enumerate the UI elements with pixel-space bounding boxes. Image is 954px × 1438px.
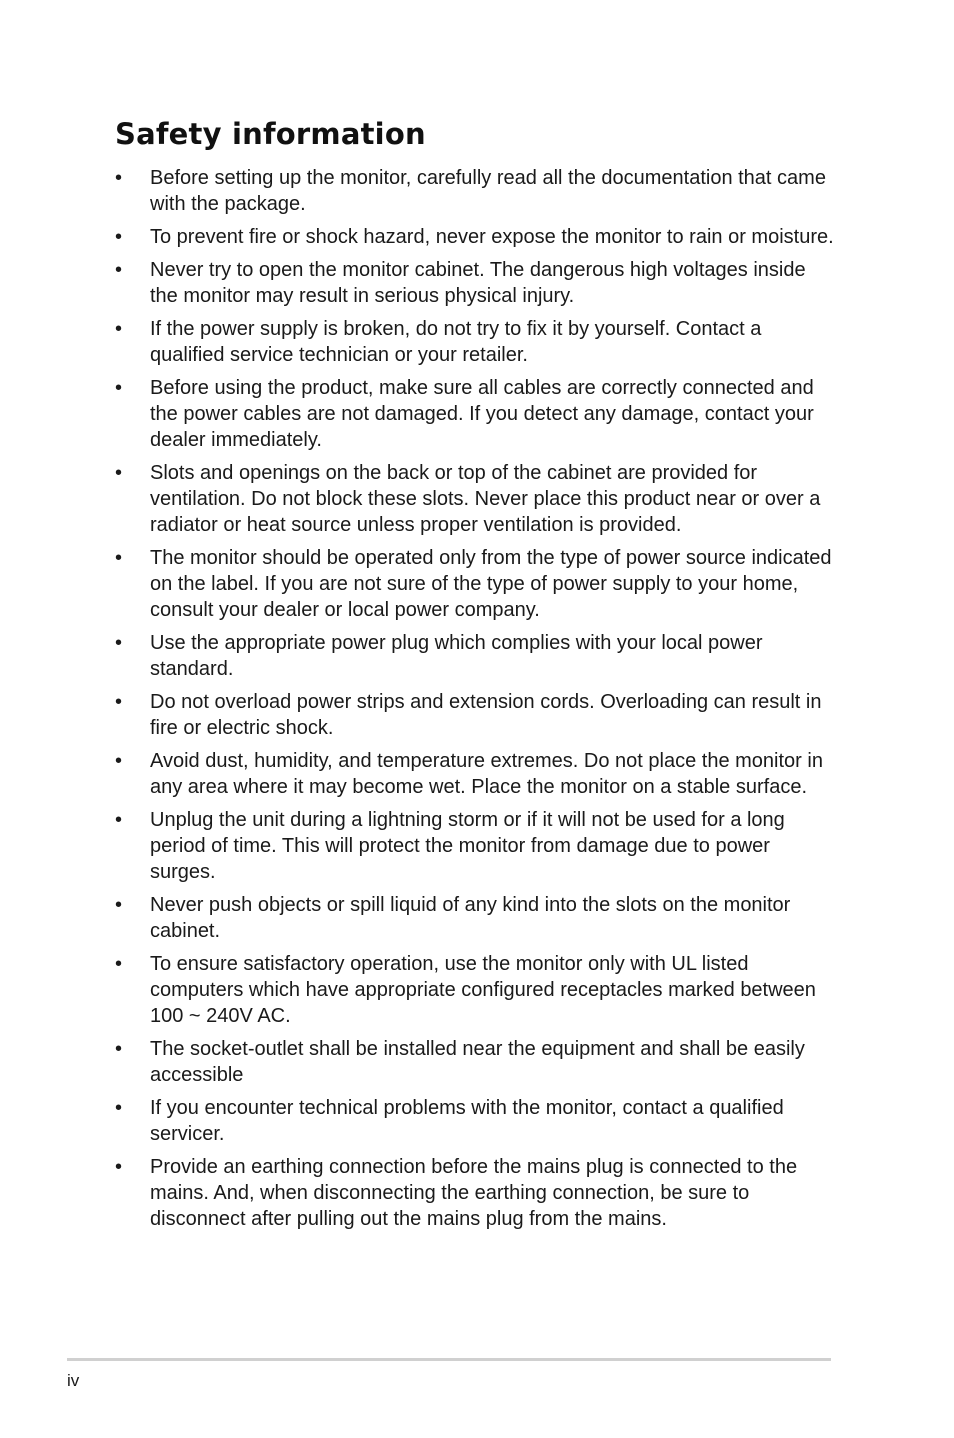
list-item [115,951,835,1029]
list-item-text: Avoid dust, humidity, and temperature extremes. Do not place the monitor in any area where it may become wet. Place the monitor on a stable surface. [150,750,823,798]
list-item [115,1095,835,1147]
bullet-icon: • [115,318,123,340]
list-item [115,375,835,453]
list-item-text: Do not overload power strips and extension cords. Overloading can result in fire or electric shock. [150,691,822,739]
list-item [115,224,835,250]
list-item [115,545,835,623]
list-item-text: Provide an earthing connection before the mains plug is connected to the mains. And, when disconnecting the earthing connection, be sure to disconnect after pulling out the mains plug from the mains. [150,1156,798,1230]
list-item-text: If the power supply is broken, do not try to fix it by yourself. Contact a qualified service technician or your retailer. [150,318,762,366]
list-item-text: Use the appropriate power plug which complies with your local power standard. [150,632,763,680]
list-item-text: If you encounter technical problems with the monitor, contact a qualified servicer. [150,1097,784,1145]
bullet-icon: • [115,953,123,975]
list-item [115,460,835,538]
list-item-text: Slots and openings on the back or top of the cabinet are provided for ventilation. Do not block these slots. Never place this product near or over a radiator or heat source unless proper ventilation is provided. [150,462,821,536]
list-item [115,1154,835,1232]
bullet-icon: • [115,226,123,248]
list-item [115,165,835,217]
bullet-icon: • [115,377,123,399]
list-item [115,689,835,741]
bullet-icon: • [115,1156,123,1178]
bullet-icon: • [115,462,123,484]
list-item-text: To prevent fire or shock hazard, never expose the monitor to rain or moisture. [150,226,834,248]
list-item-text: Before using the product, make sure all cables are correctly connected and the power cables are not damaged. If you detect any damage, contact your dealer immediately. [150,377,814,451]
list-item-text: Unplug the unit during a lightning storm or if it will not be used for a long period of time. This will protect the monitor from damage due to power surges. [150,809,785,883]
bullet-icon: • [115,167,123,189]
page-number: iv [67,1371,80,1390]
list-item [115,807,835,885]
list-item [115,630,835,682]
bullet-icon: • [115,750,123,772]
bullet-icon: • [115,894,123,916]
bullet-icon: • [115,691,123,713]
list-item-text: The monitor should be operated only from the type of power source indicated on the label. If you are not sure of the type of power supply to your home, consult your dealer or local power company. [150,547,832,621]
list-item-text: The socket-outlet shall be installed near the equipment and shall be easily accessible [150,1038,805,1086]
footer-divider [67,1358,831,1361]
bullet-icon: • [115,259,123,281]
list-item-text: Never try to open the monitor cabinet. The dangerous high voltages inside the monitor may result in serious physical injury. [150,259,806,307]
list-item [115,316,835,368]
list-item [115,1036,835,1088]
bullet-icon: • [115,1038,123,1060]
bullet-icon: • [115,1097,123,1119]
list-item-text: Before setting up the monitor, carefully read all the documentation that came with the package. [150,167,826,215]
page-title: Safety information [115,117,426,151]
list-item [115,257,835,309]
list-item-text: To ensure satisfactory operation, use the monitor only with UL listed computers which have appropriate configured receptacles marked between 100 ~ 240V AC. [150,953,816,1027]
list-item-text: Never push objects or spill liquid of any kind into the slots on the monitor cabinet. [150,894,791,942]
list-item [115,748,835,800]
list-item [115,892,835,944]
bullet-icon: • [115,809,123,831]
bullet-icon: • [115,547,123,569]
bullet-icon: • [115,632,123,654]
safety-bullet-list [115,165,835,1239]
